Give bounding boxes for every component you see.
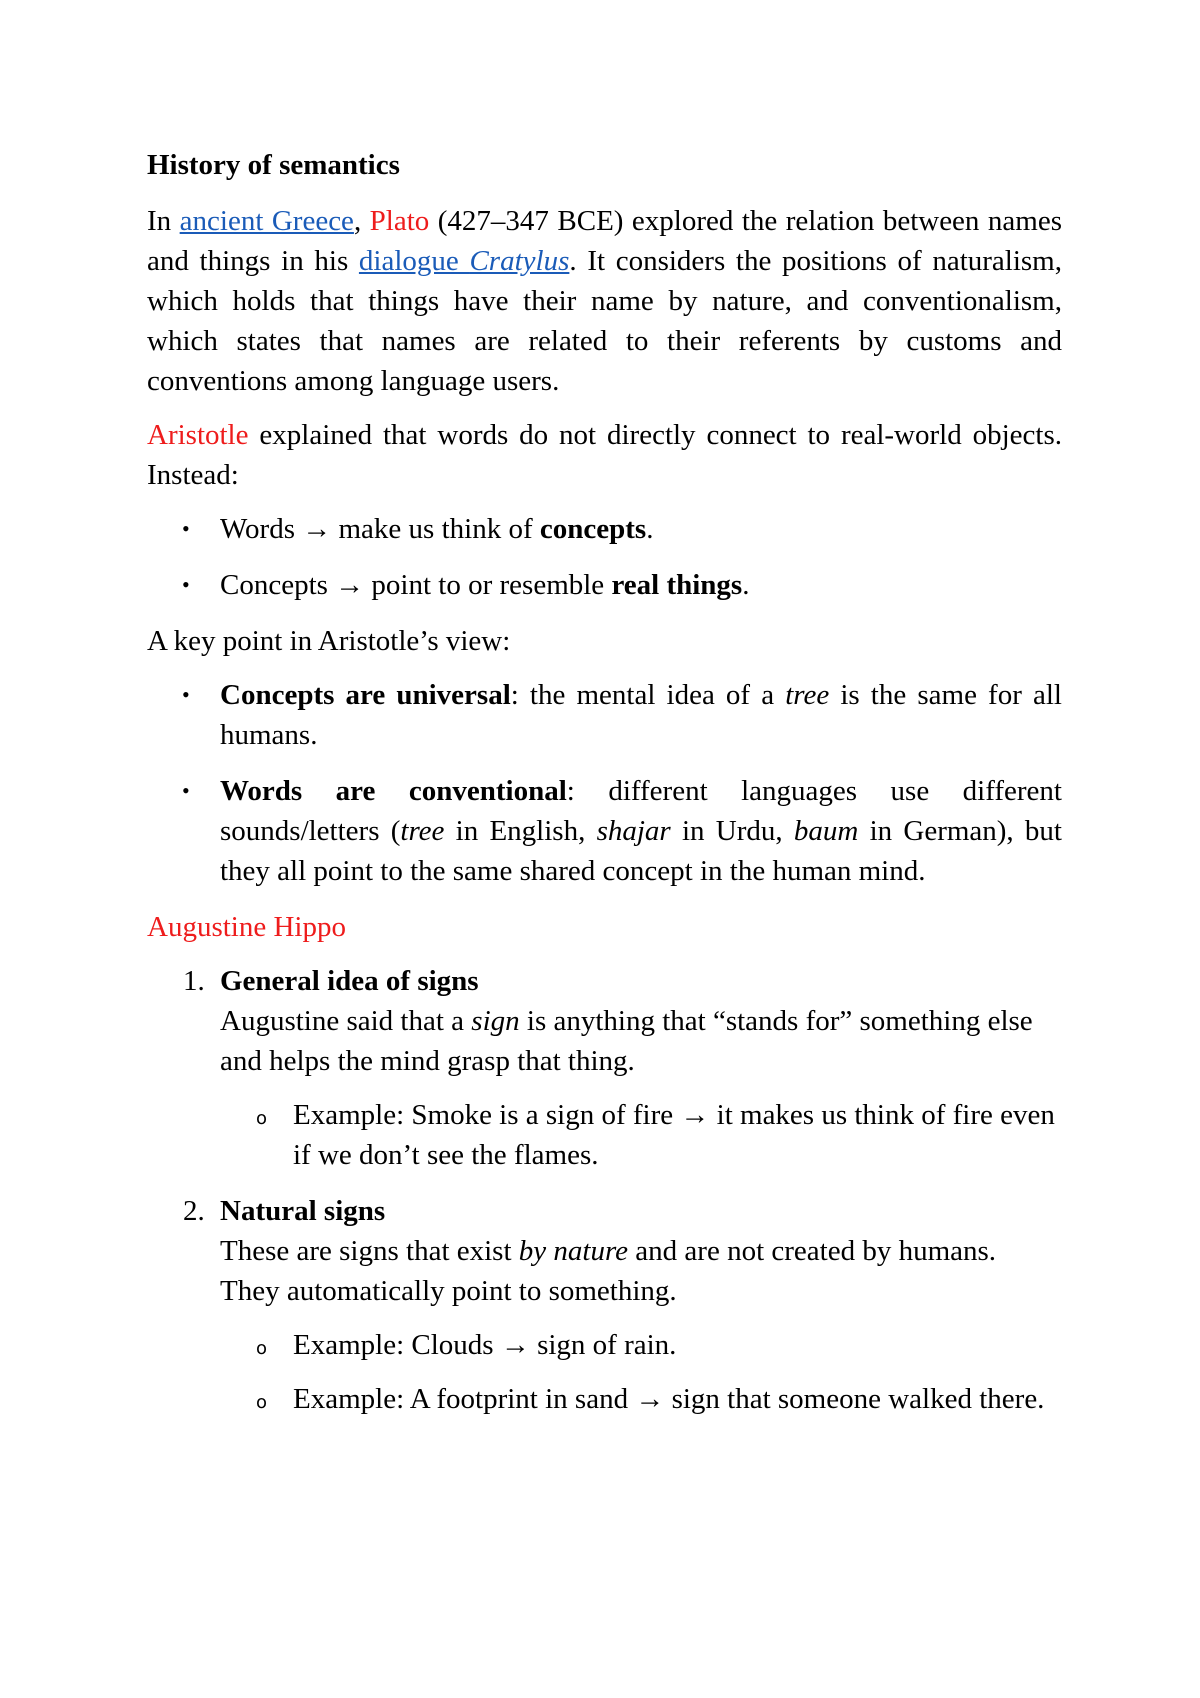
plato-paragraph bbox=[147, 201, 1062, 401]
bullet-text-end: . bbox=[646, 513, 654, 545]
bullet-italic-text: tree bbox=[785, 679, 830, 711]
item-text: and are not created by humans. They automatically point to something. bbox=[220, 1235, 997, 1307]
ancient-greece-link[interactable]: ancient Greece bbox=[179, 205, 354, 237]
list-item bbox=[147, 675, 1062, 755]
cratylus-link[interactable] bbox=[359, 245, 569, 277]
example-text: Example: Smoke is a sign of fire → it makes us think of fire even if we don’t see the flames. bbox=[293, 1099, 1055, 1171]
plato-text-3: (427–347 BCE) explored the relation between names and things in his bbox=[147, 205, 1062, 277]
bullet-text: : the mental idea of a bbox=[510, 679, 786, 711]
plato-name: Plato bbox=[369, 205, 430, 237]
plato-text-2: , bbox=[353, 205, 370, 237]
item-number: 2. bbox=[183, 1195, 205, 1227]
list-item bbox=[147, 565, 1062, 605]
aristotle-paragraph bbox=[147, 415, 1062, 495]
aristotle-text: explained that words do not directly connect to real-world objects. Instead: bbox=[147, 419, 1062, 491]
example-list bbox=[220, 1325, 1062, 1419]
bullet-bold-text: real things bbox=[611, 569, 743, 601]
bullet-text: in Urdu, bbox=[670, 815, 794, 847]
bullet-marker: • bbox=[182, 778, 190, 803]
plato-text-4: . It considers the positions of naturalism, which holds that things have their name by nature, and conventionalism, which states that names are related to their referents by customs and conventions among language users. bbox=[147, 245, 1062, 397]
bullet-bold-text: Concepts are universal bbox=[220, 679, 511, 711]
bullet-marker: • bbox=[182, 516, 190, 541]
example-item bbox=[220, 1095, 1062, 1175]
page-title: History of semantics bbox=[147, 149, 400, 181]
bullet-italic-text: tree bbox=[400, 815, 445, 847]
aristotle-bullet-list bbox=[147, 509, 1062, 605]
bullet-text-end: . bbox=[742, 569, 750, 601]
item-heading: Natural signs bbox=[220, 1195, 386, 1227]
item-body bbox=[220, 1231, 1062, 1311]
example-item bbox=[220, 1379, 1062, 1419]
item-number: 1. bbox=[183, 965, 205, 997]
keypoint-paragraph: A key point in Aristotle’s view: bbox=[147, 625, 511, 657]
item-text: is anything that “stands for” something else and helps the mind grasp that thing. bbox=[220, 1005, 1033, 1077]
cratylus-link-text: dialogue bbox=[358, 245, 470, 277]
bullet-italic-text: baum bbox=[793, 815, 859, 847]
example-item bbox=[220, 1325, 1062, 1365]
list-item bbox=[147, 509, 1062, 549]
example-list bbox=[220, 1095, 1062, 1175]
keypoint-bullet-list bbox=[147, 675, 1062, 891]
item-heading: General idea of signs bbox=[220, 965, 479, 997]
bullet-text: in German), but they all point to the same shared concept in the human mind. bbox=[220, 815, 1062, 887]
document-page bbox=[147, 145, 1062, 1435]
example-text: Example: A footprint in sand → sign that someone walked there. bbox=[293, 1383, 1045, 1415]
numbered-item bbox=[147, 1191, 1062, 1419]
list-item bbox=[147, 771, 1062, 891]
item-text: These are signs that exist bbox=[220, 1235, 519, 1267]
bullet-text: in English, bbox=[444, 815, 597, 847]
example-text: Example: Clouds → sign of rain. bbox=[293, 1329, 677, 1361]
item-text: Augustine said that a bbox=[220, 1005, 472, 1037]
sub-bullet-marker: o bbox=[256, 1392, 268, 1413]
aristotle-name: Aristotle bbox=[147, 419, 249, 451]
item-body bbox=[220, 1001, 1062, 1081]
augustine-numbered-list bbox=[147, 961, 1062, 1419]
bullet-text: : different languages use different sounds/letters ( bbox=[220, 775, 1062, 847]
item-italic-text: sign bbox=[471, 1005, 520, 1037]
sub-bullet-marker: o bbox=[256, 1338, 268, 1359]
bullet-bold-text: concepts bbox=[539, 513, 647, 545]
sub-bullet-marker: o bbox=[256, 1108, 268, 1129]
bullet-text: is the same for all humans. bbox=[220, 679, 1062, 751]
numbered-item bbox=[147, 961, 1062, 1175]
bullet-italic-text: shajar bbox=[596, 815, 671, 847]
bullet-bold-text: Words are conventional bbox=[220, 775, 567, 807]
bullet-text: Words → make us think of bbox=[220, 513, 540, 545]
augustine-heading: Augustine Hippo bbox=[147, 911, 346, 943]
plato-text-1: In bbox=[147, 205, 180, 237]
bullet-text: Concepts → point to or resemble bbox=[220, 569, 612, 601]
bullet-marker: • bbox=[182, 572, 190, 597]
bullet-marker: • bbox=[182, 682, 190, 707]
item-italic-text: by nature bbox=[518, 1235, 629, 1267]
cratylus-link-title: Cratylus bbox=[469, 245, 570, 277]
